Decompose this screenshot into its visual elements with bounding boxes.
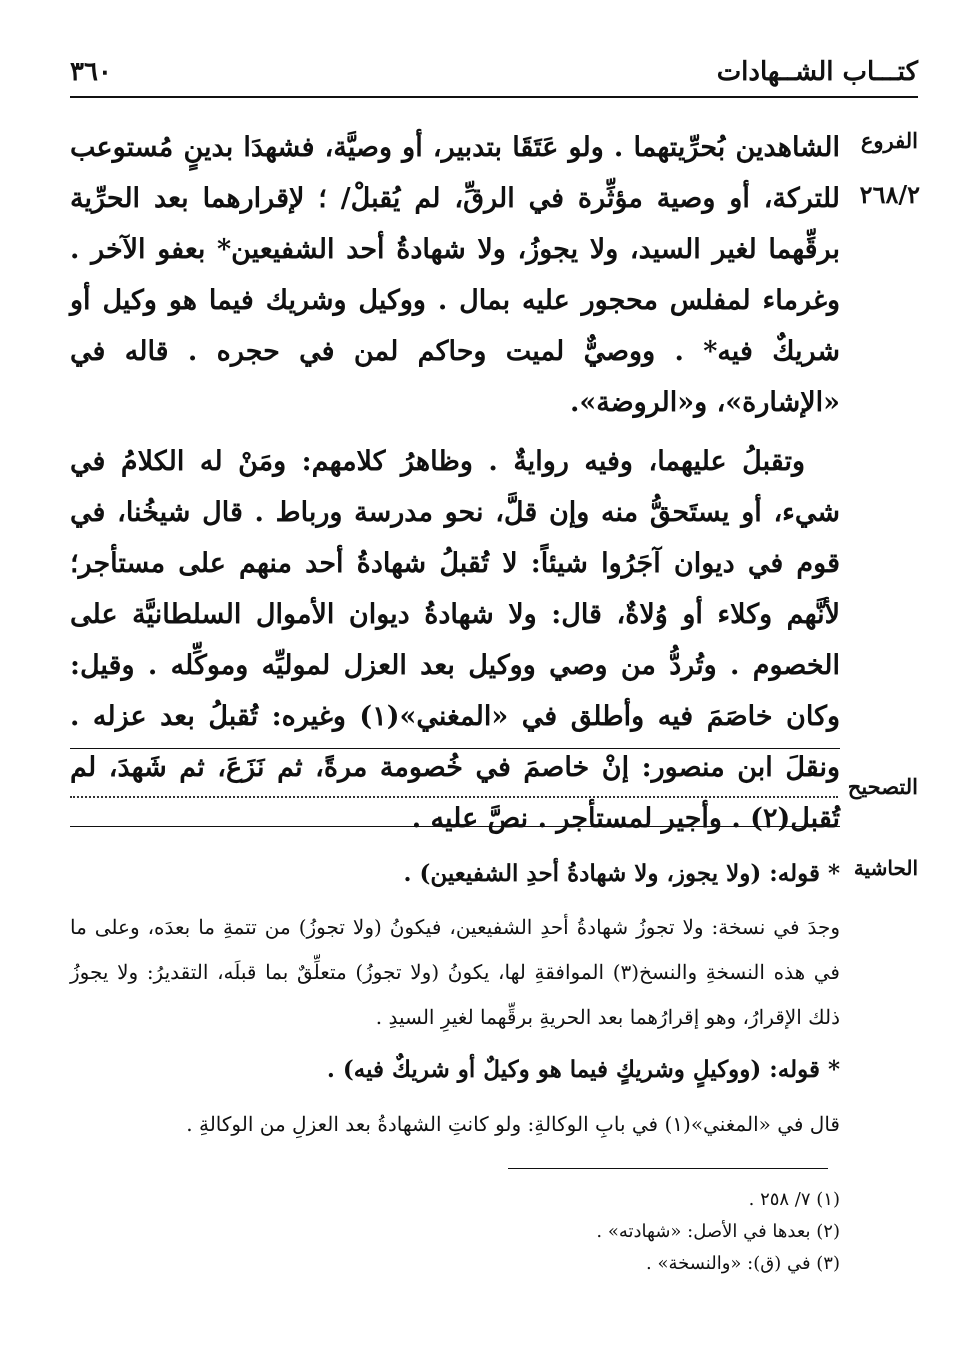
- commentary-label: الحاشية: [853, 856, 918, 880]
- commentary-text-1: وجدَ في نسخة: ولا تجوزُ شهادةُ أحدِ الشفيعين، فيكونُ (ولا تجوزُ) من تتمةِ ما بعدَه، وعلى ما في هذه النسخةِ والنسخ(٣) الموافقةِ لها، يكونُ (ولا تجوزُ) متعلِّقٌ بما قبلَه، التقديرُ: ولا يجوزُ ذلك الإقرارُ، وهو إقرارُهما بعد الحريةِ برقِّهما لغيرِ السيدِ .: [70, 915, 840, 1029]
- footnote-3: (٣) في (ق): «والنسخة» .: [646, 1253, 840, 1274]
- footnote-1: (١) ٧/ ٢٥٨ .: [748, 1189, 840, 1210]
- page-number: ٣٦٠: [70, 57, 112, 87]
- main-text: [70, 122, 840, 844]
- separator-rule-bottom: [70, 826, 840, 827]
- header-rule: [70, 96, 918, 98]
- main-paragraph-1: الشاهدين بُحرِّيتهما . ولو عَتَقَا بتدبير، أو وصيَّة، فشهدَا بدينٍ مُستوعب للتركة، أو وصية مؤثِّرة في الرقِّ، لم يُقبلْ/ ؛ لإقرارهما بعد الحرِّية برقِّهما لغير السيد، ولا يجوزُ، ولا شهادةُ أحد الشفيعين* بعفو الآخر . وغرماء لمفلس محجور عليه بمال . ووكيل وشريك فيما هو وكيل أو شريكٌ فيه* . ووصيٌّ لميت وحاكم لمن في حجره . قاله في «الإشارة»، و«الروضة».: [70, 132, 840, 418]
- footnote-2: (٢) بعدها في الأصل: «شهادته» .: [596, 1221, 840, 1242]
- separator-rule-top: [70, 748, 840, 749]
- commentary-text-2: قال في «المغني»(١) في بابِ الوكالةِ: ولو كانتِ الشهادةُ بعد العزلِ من الوكالةِ .: [186, 1112, 840, 1136]
- main-paragraph-2: وتقبلُ عليهما، وفيه روايةٌ . وظاهرُ كلامهم: ومَنْ له الكلامُ في شيء، أو يستَحقُّ منه وإن قلَّ، نحو مدرسة ورباط . قال شيخُنا، في قوم في ديوان آجَرُوا شيئاً: لا تُقبلُ شهادةُ أحد منهم على مستأجر؛ لأنَّهم وكلاء أو وُلاةٌ، قال: ولا شهادةُ ديوان الأموال السلطانيَّة على الخصوم . وتُردُّ من وصي ووكيل بعد العزل لموليِّه وموكِّله . وقيل: وكان خاصَمَ فيه وأطلق في «المغني»(١) وغيره: تُقبلُ بعد عزله . ونقلَ ابن منصور: إنْ خاصمَ في خُصومة مرةً، ثم نَزَعَ، ثم شَهدَ، لم تُقبل(٢) . وأجير لمستأجر . نصَّ عليه .: [70, 446, 840, 834]
- commentary-heading-1: * قوله: (ولا يجوز، ولا شهادةُ أحدِ الشفيعين) .: [403, 860, 840, 887]
- section-label: الفروع: [860, 128, 918, 153]
- footnote-rule: [508, 1168, 828, 1169]
- correction-label: التصحيح: [847, 774, 918, 799]
- volume-page-reference: ٢٦٨/٢: [859, 180, 920, 209]
- running-header: [70, 52, 918, 92]
- correction-dotted-line: [70, 796, 838, 798]
- commentary-heading-2: * قوله: (ووكيلٍ وشريكٍ فيما هو وكيلٌ أو شريكٌ فيه) .: [326, 1056, 840, 1083]
- book-title: كتـــاب الشــهادات: [716, 57, 918, 87]
- footnotes: [70, 1184, 840, 1280]
